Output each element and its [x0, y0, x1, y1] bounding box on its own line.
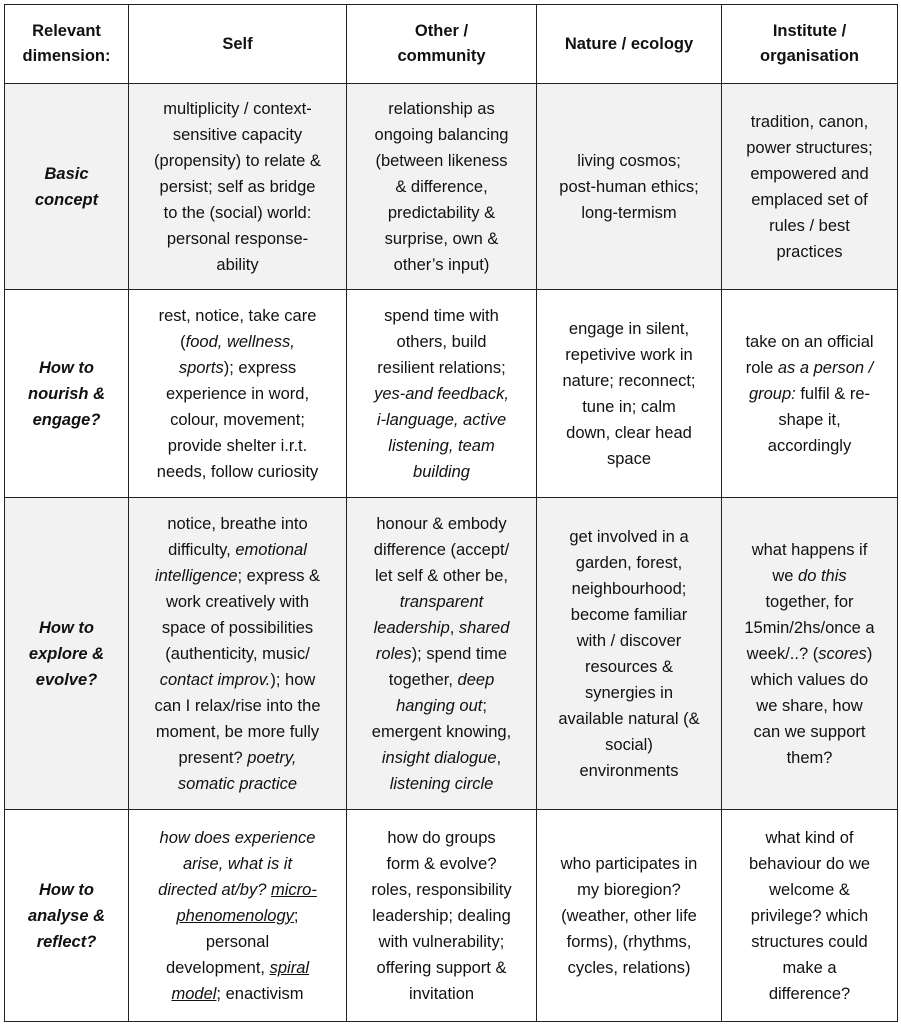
cell-line: difficulty, emotional — [168, 540, 307, 559]
cell-line: (food, wellness, — [180, 332, 295, 351]
cell-line: can we support — [753, 722, 866, 741]
cell-line: we share, how — [756, 696, 863, 715]
cell-line: somatic practice — [177, 774, 298, 793]
cell-line: present? poetry, — [178, 748, 297, 767]
cell-line: take on an official — [745, 332, 874, 351]
header-institute-organisation — [722, 5, 898, 84]
cell-line: work creatively with — [165, 592, 310, 611]
cell-nature-ecology — [537, 810, 722, 1022]
cell-line: shape it, — [778, 410, 841, 429]
cell-line: other’s input) — [393, 255, 490, 274]
header-row — [5, 5, 898, 84]
cell-line: sensitive capacity — [172, 125, 303, 144]
dimensions-table — [4, 4, 898, 1022]
cell-line: privilege? which — [750, 906, 869, 925]
cell-line: roles, responsibility — [371, 880, 512, 899]
cell-line: how do groups — [387, 828, 496, 847]
cell-line: structures could — [751, 932, 868, 951]
cell-line: difference (accept/ — [373, 540, 510, 559]
cell-line: welcome & — [769, 880, 850, 899]
cell-line: available natural (& — [558, 709, 700, 728]
cell-institute-organisation — [722, 810, 898, 1022]
cell-line: i-language, active — [376, 410, 507, 429]
cell-nature-ecology — [537, 84, 722, 290]
header-line: dimension: — [22, 47, 111, 65]
cell-line: tradition, canon, — [750, 112, 869, 131]
cell-line: together, deep — [388, 670, 495, 689]
cell-self — [129, 290, 347, 498]
cell-line: form & evolve? — [386, 854, 497, 873]
cell-line: empowered and — [750, 164, 869, 183]
cell-line: them? — [786, 748, 833, 767]
row-label-line: How to — [39, 358, 94, 377]
cell-institute-organisation — [722, 290, 898, 498]
cell-line: ability — [216, 255, 259, 274]
cell-line: with vulnerability; — [378, 932, 505, 951]
cell-self — [129, 498, 347, 810]
header-nature-ecology — [537, 5, 722, 84]
row-label-line: concept — [34, 190, 99, 209]
cell-line: can I relax/rise into the — [154, 696, 321, 715]
cell-line: let self & other be, — [375, 566, 508, 585]
cell-line: who participates in — [560, 854, 698, 873]
cell-line: space — [606, 449, 652, 468]
cell-line: invitation — [408, 984, 475, 1003]
cell-line: others, build — [396, 332, 487, 351]
cell-line: sports); express — [178, 358, 297, 377]
row-label-line: engage? — [32, 410, 101, 429]
cell-line: personal — [205, 932, 270, 951]
cell-line: rules / best — [769, 216, 850, 235]
cell-line: engage in silent, — [568, 319, 690, 338]
cell-line: colour, movement; — [170, 410, 305, 429]
cell-line: tune in; calm — [582, 397, 676, 416]
row-label-line: nourish & — [28, 384, 105, 403]
cell-line: moment, be more fully — [155, 722, 320, 741]
cell-line: (authenticity, music/ — [165, 644, 310, 663]
cell-line: needs, follow curiosity — [156, 462, 319, 481]
cell-line: group: fulfil & re- — [748, 384, 871, 403]
cell-line: (between likeness — [375, 151, 508, 170]
row-label-line: analyse & — [27, 906, 106, 925]
cell-other-community — [347, 810, 537, 1022]
cell-line: relationship as — [388, 99, 495, 118]
cell-line: to the (social) world: — [163, 203, 312, 222]
cell-line: my bioregion? — [577, 880, 681, 899]
cell-line: roles); spend time — [375, 644, 508, 663]
cell-line: provide shelter i.r.t. — [167, 436, 308, 455]
cell-line: living cosmos; — [577, 151, 681, 170]
cell-line: what kind of — [765, 828, 854, 847]
cell-line: space of possibilities — [161, 618, 314, 637]
cell-line: make a — [782, 958, 837, 977]
cell-other-community — [347, 290, 537, 498]
cell-line: transparent — [399, 592, 484, 611]
table-row — [5, 84, 898, 290]
table-row — [5, 498, 898, 810]
row-label-line: reflect? — [36, 932, 97, 951]
cell-line: emergent knowing, — [371, 722, 512, 741]
cell-line: resources & — [584, 657, 674, 676]
cell-line: notice, breathe into — [167, 514, 308, 533]
cell-line: post-human ethics; — [559, 177, 699, 196]
cell-line: difference? — [768, 984, 851, 1003]
cell-line: experience in word, — [165, 384, 310, 403]
row-label-line: evolve? — [35, 670, 98, 689]
cell-line: offering support & — [376, 958, 507, 977]
cell-line: how does experience — [159, 828, 316, 847]
cell-line: multiplicity / context- — [163, 99, 312, 118]
cell-line: neighbourhood; — [571, 579, 687, 598]
cell-line: practices — [776, 242, 843, 261]
cell-line: garden, forest, — [575, 553, 683, 572]
cell-line: get involved in a — [569, 527, 689, 546]
cell-line: social) — [605, 735, 653, 754]
cell-line: leadership, shared — [373, 618, 510, 637]
header-line: Nature / ecology — [564, 34, 694, 53]
cell-line: week/..? (scores) — [746, 644, 873, 663]
cell-line: phenomenology; — [176, 906, 299, 925]
cell-line: leadership; dealing — [372, 906, 511, 925]
cell-line: hanging out; — [396, 696, 487, 715]
cell-line: which values do — [750, 670, 869, 689]
cell-line: nature; reconnect; — [562, 371, 696, 390]
cell-line: arise, what is it — [182, 854, 293, 873]
cell-line: what happens if — [751, 540, 868, 559]
cell-line: personal response- — [166, 229, 309, 248]
cell-line: development, spiral — [165, 958, 310, 977]
cell-line: repetivive work in — [565, 345, 693, 364]
header-relevant-dimension — [5, 5, 129, 84]
header-self — [129, 5, 347, 84]
cell-institute-organisation — [722, 498, 898, 810]
cell-line: spend time with — [384, 306, 499, 325]
cell-line: behaviour do we — [748, 854, 871, 873]
row-label — [5, 498, 129, 810]
cell-line: role as a person / — [745, 358, 874, 377]
cell-line: listening, team — [388, 436, 495, 455]
cell-line: we do this — [772, 566, 847, 585]
cell-line: accordingly — [767, 436, 852, 455]
cell-line: power structures; — [746, 138, 873, 157]
cell-institute-organisation — [722, 84, 898, 290]
cell-nature-ecology — [537, 290, 722, 498]
cell-line: contact improv.); how — [159, 670, 316, 689]
cell-line: forms), (rhythms, — [566, 932, 692, 951]
cell-nature-ecology — [537, 498, 722, 810]
row-label — [5, 290, 129, 498]
header-line: Other / — [414, 22, 469, 40]
cell-line: rest, notice, take care — [158, 306, 317, 325]
cell-line: long-termism — [581, 203, 677, 222]
cell-line: directed at/by? micro- — [158, 880, 317, 899]
row-label — [5, 84, 129, 290]
cell-other-community — [347, 84, 537, 290]
cell-line: listening circle — [389, 774, 494, 793]
row-label-line: How to — [39, 880, 94, 899]
row-label-line: How to — [39, 618, 94, 637]
header-line: organisation — [759, 47, 859, 65]
cell-line: resilient relations; — [377, 358, 506, 377]
cell-other-community — [347, 498, 537, 810]
cell-line: insight dialogue, — [381, 748, 502, 767]
cell-line: surprise, own & — [384, 229, 499, 248]
cell-line: emplaced set of — [751, 190, 868, 209]
cell-line: & difference, — [395, 177, 488, 196]
header-line: Self — [222, 34, 253, 53]
table-row — [5, 810, 898, 1022]
cell-line: intelligence; express & — [154, 566, 321, 585]
cell-line: ongoing balancing — [374, 125, 509, 144]
cell-line: cycles, relations) — [567, 958, 691, 977]
cell-line: yes-and feedback, — [374, 384, 509, 403]
row-label-line: explore & — [28, 644, 105, 663]
table-row — [5, 290, 898, 498]
header-other-community — [347, 5, 537, 84]
cell-line: (weather, other life — [561, 906, 697, 925]
cell-line: synergies in — [584, 683, 674, 702]
cell-line: predictability & — [387, 203, 496, 222]
cell-self — [129, 84, 347, 290]
header-line: Institute / — [772, 22, 847, 40]
row-label — [5, 810, 129, 1022]
cell-line: become familiar — [570, 605, 688, 624]
row-label-line: Basic — [44, 164, 89, 183]
cell-line: model; enactivism — [171, 984, 304, 1003]
header-line: community — [397, 47, 486, 65]
cell-line: environments — [579, 761, 679, 780]
cell-line: together, for — [765, 592, 854, 611]
cell-line: with / discover — [576, 631, 682, 650]
header-line: Relevant — [32, 22, 101, 40]
cell-line: building — [413, 462, 470, 481]
cell-self — [129, 810, 347, 1022]
cell-line: honour & embody — [376, 514, 507, 533]
cell-line: down, clear head — [566, 423, 692, 442]
cell-line: 15min/2hs/once a — [744, 618, 875, 637]
cell-line: (propensity) to relate & — [154, 151, 321, 170]
cell-line: persist; self as bridge — [159, 177, 316, 196]
